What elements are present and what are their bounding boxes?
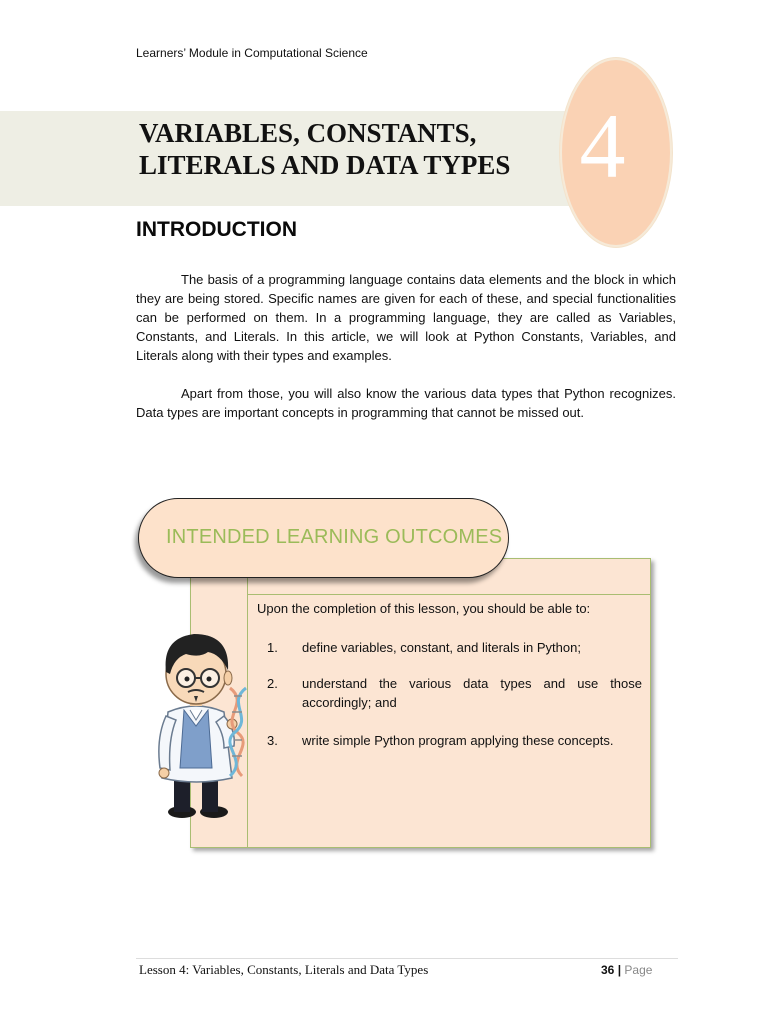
outcome-item-text: understand the various data types and use those accordingly; and	[302, 676, 642, 710]
lesson-number: 4	[579, 95, 626, 197]
outcome-item-text: write simple Python program applying these concepts.	[302, 733, 614, 748]
lesson-title-line-2: LITERALS AND DATA TYPES	[139, 150, 511, 180]
introduction-heading: INTRODUCTION	[136, 218, 297, 241]
page-separator: |	[617, 963, 622, 977]
outcome-item-text: define variables, constant, and literals in Python;	[302, 640, 581, 655]
footer-divider	[136, 958, 678, 959]
outcomes-divider-horizontal	[248, 594, 650, 595]
lesson-title-line-1: VARIABLES, CONSTANTS,	[139, 118, 477, 148]
page-number: 36	[601, 963, 615, 977]
outcome-item	[257, 674, 642, 712]
outcome-item-number: 2.	[267, 676, 278, 691]
footer-lesson-label: Lesson 4: Variables, Constants, Literals and Data Types	[139, 962, 429, 977]
outcome-item-number: 3.	[267, 733, 278, 748]
introduction-paragraph-2: Apart from those, you will also know the various data types that Python recognizes. Data types are important concepts in programming that cannot be missed out.	[136, 386, 676, 420]
outcome-item-number: 1.	[267, 640, 278, 655]
lesson-title	[139, 117, 510, 181]
outcome-item	[257, 731, 642, 750]
outcome-item	[257, 638, 642, 657]
page-label: Page	[624, 963, 653, 977]
footer-page-indicator	[601, 961, 652, 979]
outcomes-intro: Upon the completion of this lesson, you should be able to:	[257, 601, 591, 616]
outcomes-title: INTENDED LEARNING OUTCOMES	[166, 526, 503, 548]
module-header: Learners’ Module in Computational Science	[136, 46, 368, 60]
scientist-mascot-icon	[150, 628, 265, 823]
introduction-paragraph-1: The basis of a programming language contains data elements and the block in which they are being stored. Specific names are given for each of these, and special functionalities can be performed on them. In a programming language, they are called as Variables, Constants, and Literals. In this article, we will look at Python Constants, Variables, and Literals along with their types and examples.	[136, 272, 676, 363]
